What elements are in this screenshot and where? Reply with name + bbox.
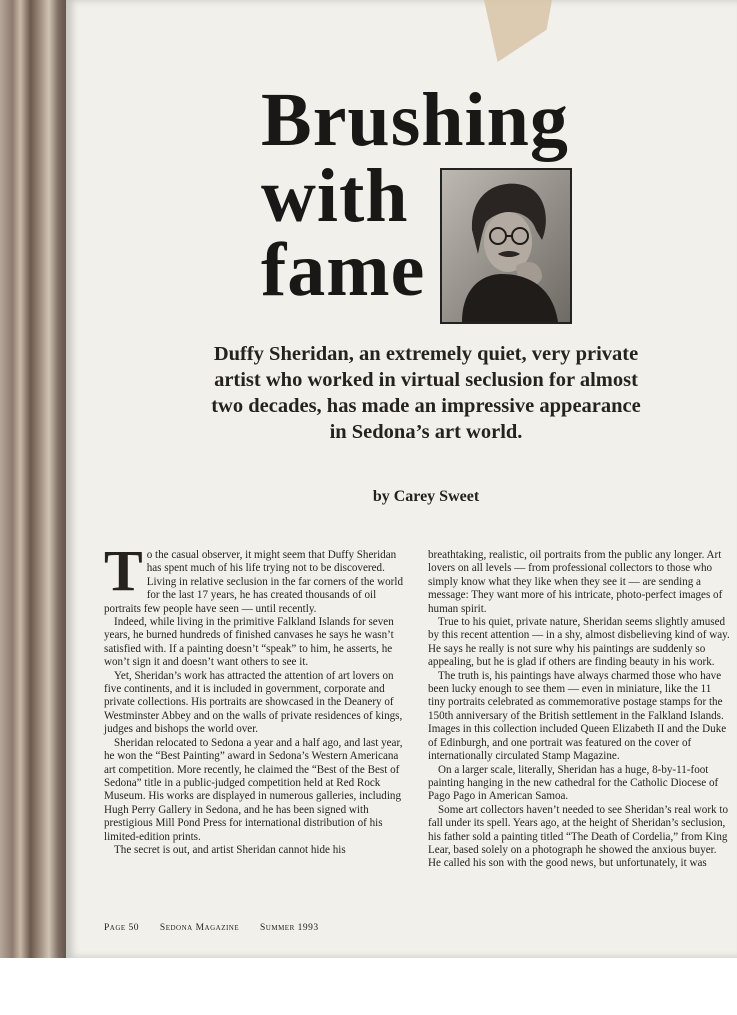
paragraph xyxy=(104,538,404,616)
page-number: Page 50 xyxy=(104,923,140,933)
tape-scrap xyxy=(484,0,552,62)
title-line-3: fame xyxy=(261,228,426,312)
paragraph: breathtaking, realistic, oil portraits from the public any longer. Art lovers on all levels — from professional collectors to those who simply know what they like when they see it — are sending a message: They want more of his intricate, photo-perfect images of human spirit. xyxy=(428,549,723,615)
paragraph: True to his quiet, private nature, Sheridan seems slightly amused by this recent attention — in a shy, almost disbelieving kind of way. He says he really is not sure why his paintings are suddenly so appealing, but he is glad if others are finding beauty in his work. xyxy=(428,616,730,669)
magazine-name: Sedona Magazine xyxy=(159,923,240,933)
page-footer xyxy=(104,923,337,933)
paragraph: Sheridan relocated to Sedona a year and a half ago, and last year, he won the “Best Painting” award in Sedona’s Western Americana art competition. More recently, he claimed the “Best of the Best of Sedona” title in a public-judged competition held at Red Rock Museum. His works are displayed in numerous galleries, including Hugh Perry Gallery in Sedona, and he has been signed with prestigious Mill Pond Press for international distribution of his limited-edition prints. xyxy=(104,736,403,843)
magazine-spine-edge xyxy=(0,0,68,960)
article-deck: Duffy Sheridan, an extremely quiet, very private artist who worked in virtual seclusion for almost two decades, has made an impressive appearance in Sedona’s art world. xyxy=(211,343,641,443)
paragraph: Some art collectors haven’t needed to see Sheridan’s real work to fall under its spell. Years ago, at the height of Sheridan’s seclusion, his father sold a painting titled “The Death of Cordelia,” from King Lear, based solely on a photograph he showed the anxious buyer. He called his son with the good news, but unfortunately, it was xyxy=(428,803,728,870)
issue-date: Summer 1993 xyxy=(260,923,319,933)
drop-cap: T xyxy=(104,538,143,603)
scan-background xyxy=(0,958,737,1015)
title-line-1: Brushing xyxy=(261,78,569,162)
paragraph: The secret is out, and artist Sheridan cannot hide his xyxy=(114,843,346,856)
article-column-right xyxy=(428,549,731,871)
portrait-icon xyxy=(442,170,570,322)
paragraph-text: o the casual observer, it might seem that Duffy Sheridan has spent much of his life trying not to be discovered. Living in relative seclusion in the far corners of the world for the last 17 years, he has created thousands of oil portraits few people have seen — until recently. xyxy=(104,549,403,615)
magazine-page xyxy=(66,0,737,958)
paragraph: The truth is, his paintings have always charmed those who have been lucky enough to see them — even in miniature, like the 11 tiny portraits celebrated as commemorative postage stamps for the 150th anniversary of the British settlement in the Falkland Islands. Images in this collection included Queen Elizabeth II and the Duke of Edinburgh, and one portrait was featured on the cover of internationally circulated Stamp Magazine. xyxy=(428,669,727,763)
article-column-left xyxy=(104,538,404,857)
paragraph: On a larger scale, literally, Sheridan has a huge, 8-by-11-foot painting hanging in the new cathedral for the Catholic Diocese of Pago Pago in American Samoa. xyxy=(428,763,719,803)
paragraph: Indeed, while living in the primitive Falkland Islands for seven years, he burned hundreds of finished canvases he says he wasn’t satisfied with. If a painting doesn’t “speak” to him, he asserts, he won’t sign it and doesn’t want others to see it. xyxy=(104,616,394,669)
title-line-2: with xyxy=(261,154,409,238)
artist-portrait-photo xyxy=(440,168,572,324)
byline: by Carey Sweet xyxy=(372,488,480,505)
paragraph: Yet, Sheridan’s work has attracted the attention of art lovers on five continents, and it is included in government, corporate and private collections. His portraits are showcased in the Deanery of Westminster Abbey and on the walls of private residences of kings, judges and bishops the world over. xyxy=(104,669,403,736)
